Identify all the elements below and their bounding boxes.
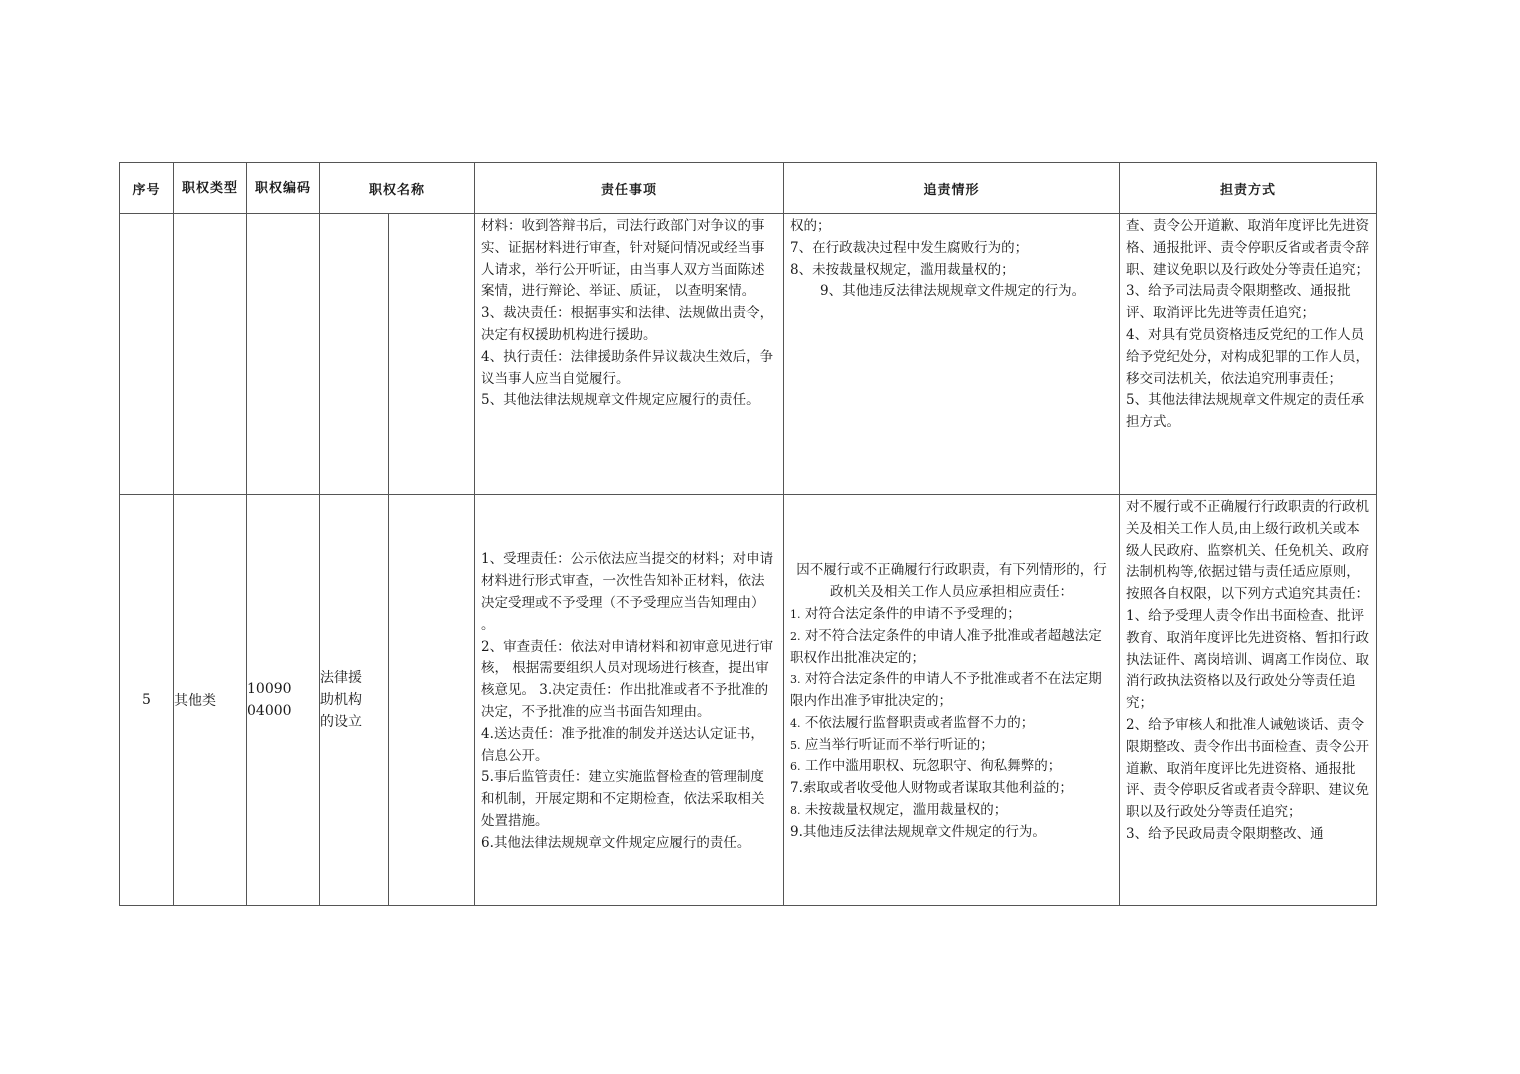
name-sub-cell [389, 495, 475, 906]
code-cell [247, 214, 320, 495]
liability-cell [1120, 214, 1377, 495]
accountability-item: 9、其他违反法律法规规章文件规定的行为。 [820, 283, 1086, 300]
type-cell [174, 214, 247, 495]
liability-item: 4、对具有党员资格违反党纪的工作人员给予党纪处分，对构成犯罪的工作人员，移交司法机关，依法追究刑事责任； [1126, 326, 1370, 387]
code-cell: 1009004000 [247, 495, 320, 906]
accountability-item: 权的； [790, 218, 831, 234]
accountability-item: 6. 工作中滥用职权、玩忽职守、徇私舞弊的； [790, 758, 1062, 775]
duty-item: 5.事后监管责任：建立实施监督检查的管理制度和机制，开展定期和不定期检查，依法采取相关处置措施。 [481, 769, 765, 829]
header-seq: 序号 [120, 163, 174, 214]
duty-item: 3、裁决责任：根据事实和法律、法规做出责令，决定有权援助机构进行援助。 [481, 305, 774, 343]
duty-item: 材料：收到答辩书后，司法行政部门对争议的事实、证据材料进行审查，针对疑问情况或经当事人请求，举行公开听证，由当事人双方当面陈述案情，进行辩论、举证、质证， 以查明案情。 [481, 218, 765, 300]
type-cell: 其他类 [174, 495, 247, 906]
liability-item: 3、给予司法局责令限期整改、通报批评、取消评比先进等责任追究； [1126, 283, 1351, 322]
liability-item: 3、给予民政局责令限期整改、通 [1126, 825, 1324, 842]
accountability-item: 7、在行政裁决过程中发生腐败行为的； [790, 239, 1029, 256]
duty-item: 4.送达责任：准予批准的制发并送达认定证书，信息公开。 [481, 725, 764, 764]
header-row [120, 163, 1377, 214]
duty-item: 5、其他法律法规规章文件规定应履行的责任。 [481, 392, 760, 409]
accountability-item: 7.索取或者收受他人财物或者谋取其他利益的； [790, 780, 1073, 797]
accountability-item: 4. 不依法履行监督职责或者监督不力的； [790, 714, 1035, 731]
accountability-item: 1. 对符合法定条件的申请不予受理的； [790, 605, 1021, 622]
responsibility-table [119, 162, 1377, 906]
name-cell: 法律援助机构的设立 [320, 495, 389, 906]
accountability-cell [784, 214, 1120, 495]
accountability-item: 5. 应当举行听证而不举行听证的； [790, 736, 994, 753]
name-cell [320, 214, 389, 495]
accountability-item: 9.其他违反法律法规规章文件规定的行为。 [790, 823, 1046, 840]
accountability-intro: 因不履行或不正确履行行政职责，有下列情形的，行政机关及相关工作人员应承担相应责任： [796, 562, 1107, 601]
table-row [120, 214, 1377, 495]
liability-item: 5、其他法律法规规章文件规定的责任承担方式。 [1126, 392, 1365, 431]
accountability-cell [784, 495, 1120, 906]
name-sub-cell [389, 214, 475, 495]
liability-item: 对不履行或不正确履行行政职责的行政机关及相关工作人员,由上级行政机关或本级人民政府、监察机关、任免机关、政府法制机构等,依据过错与责任适应原则， 按照各自权限，以下列方式追究其责任： [1126, 499, 1370, 603]
liability-item: 查、责令公开道歉、取消年度评比先进资格、通报批评、责令停职反省或者责令辞职、建议免职以及行政处分等责任追究； [1126, 218, 1370, 278]
seq-cell: 5 [120, 495, 174, 906]
liability-item: 2、给予审核人和批准人诫勉谈话、责令限期整改、责令作出书面检查、责令公开道歉、取消年度评比先进资格、通报批评、责令停职反省或者责令辞职、建议免职以及行政处分等责任追究； [1126, 716, 1370, 821]
seq-cell [120, 214, 174, 495]
duty-item: 6.其他法律法规规章文件规定应履行的责任。 [481, 834, 751, 851]
header-liability: 担责方式 [1120, 163, 1377, 214]
header-code: 职权编码 [247, 163, 320, 214]
liability-cell [1120, 495, 1377, 906]
duty-cell [475, 214, 784, 495]
header-duty: 责任事项 [475, 163, 784, 214]
header-accountability: 追责情形 [784, 163, 1120, 214]
accountability-item: 8. 未按裁量权规定，滥用裁量权的； [790, 802, 1008, 819]
table-row [120, 495, 1377, 906]
header-type: 职权类型 [174, 163, 247, 214]
accountability-item: 3. 对符合法定条件的申请人不予批准或者不在法定期限内作出准予审批决定的； [790, 671, 1102, 710]
duty-item: 4、执行责任：法律援助条件异议裁决生效后，争议当事人应当自觉履行。 [481, 348, 774, 387]
accountability-item: 2. 对不符合法定条件的申请人准予批准或者超越法定职权作出批准决定的； [790, 627, 1102, 666]
accountability-item: 8、未按裁量权规定，滥用裁量权的； [790, 261, 1015, 278]
duty-item: 2、审查责任：依法对申请材料和初审意见进行审核， 根据需要组织人员对现场进行核查，提出审核意见。 3.决定责任：作出批准或者不予批准的决定，不予批准的应当书面告知理由。 [481, 638, 774, 720]
liability-item: 1、给予受理人责令作出书面检查、批评教育、取消年度评比先进资格、暂扣行政执法证件、离岗培训、调离工作岗位、取消行政执法资格以及行政处分等责任追究； [1126, 607, 1370, 712]
header-name: 职权名称 [320, 163, 475, 214]
duty-item: 1、受理责任：公示依法应当提交的材料；对申请材料进行形式审查，一次性告知补正材料，依法决定受理或不予受理（不予受理应当告知理由） 。 [481, 551, 774, 633]
duty-cell [475, 495, 784, 906]
